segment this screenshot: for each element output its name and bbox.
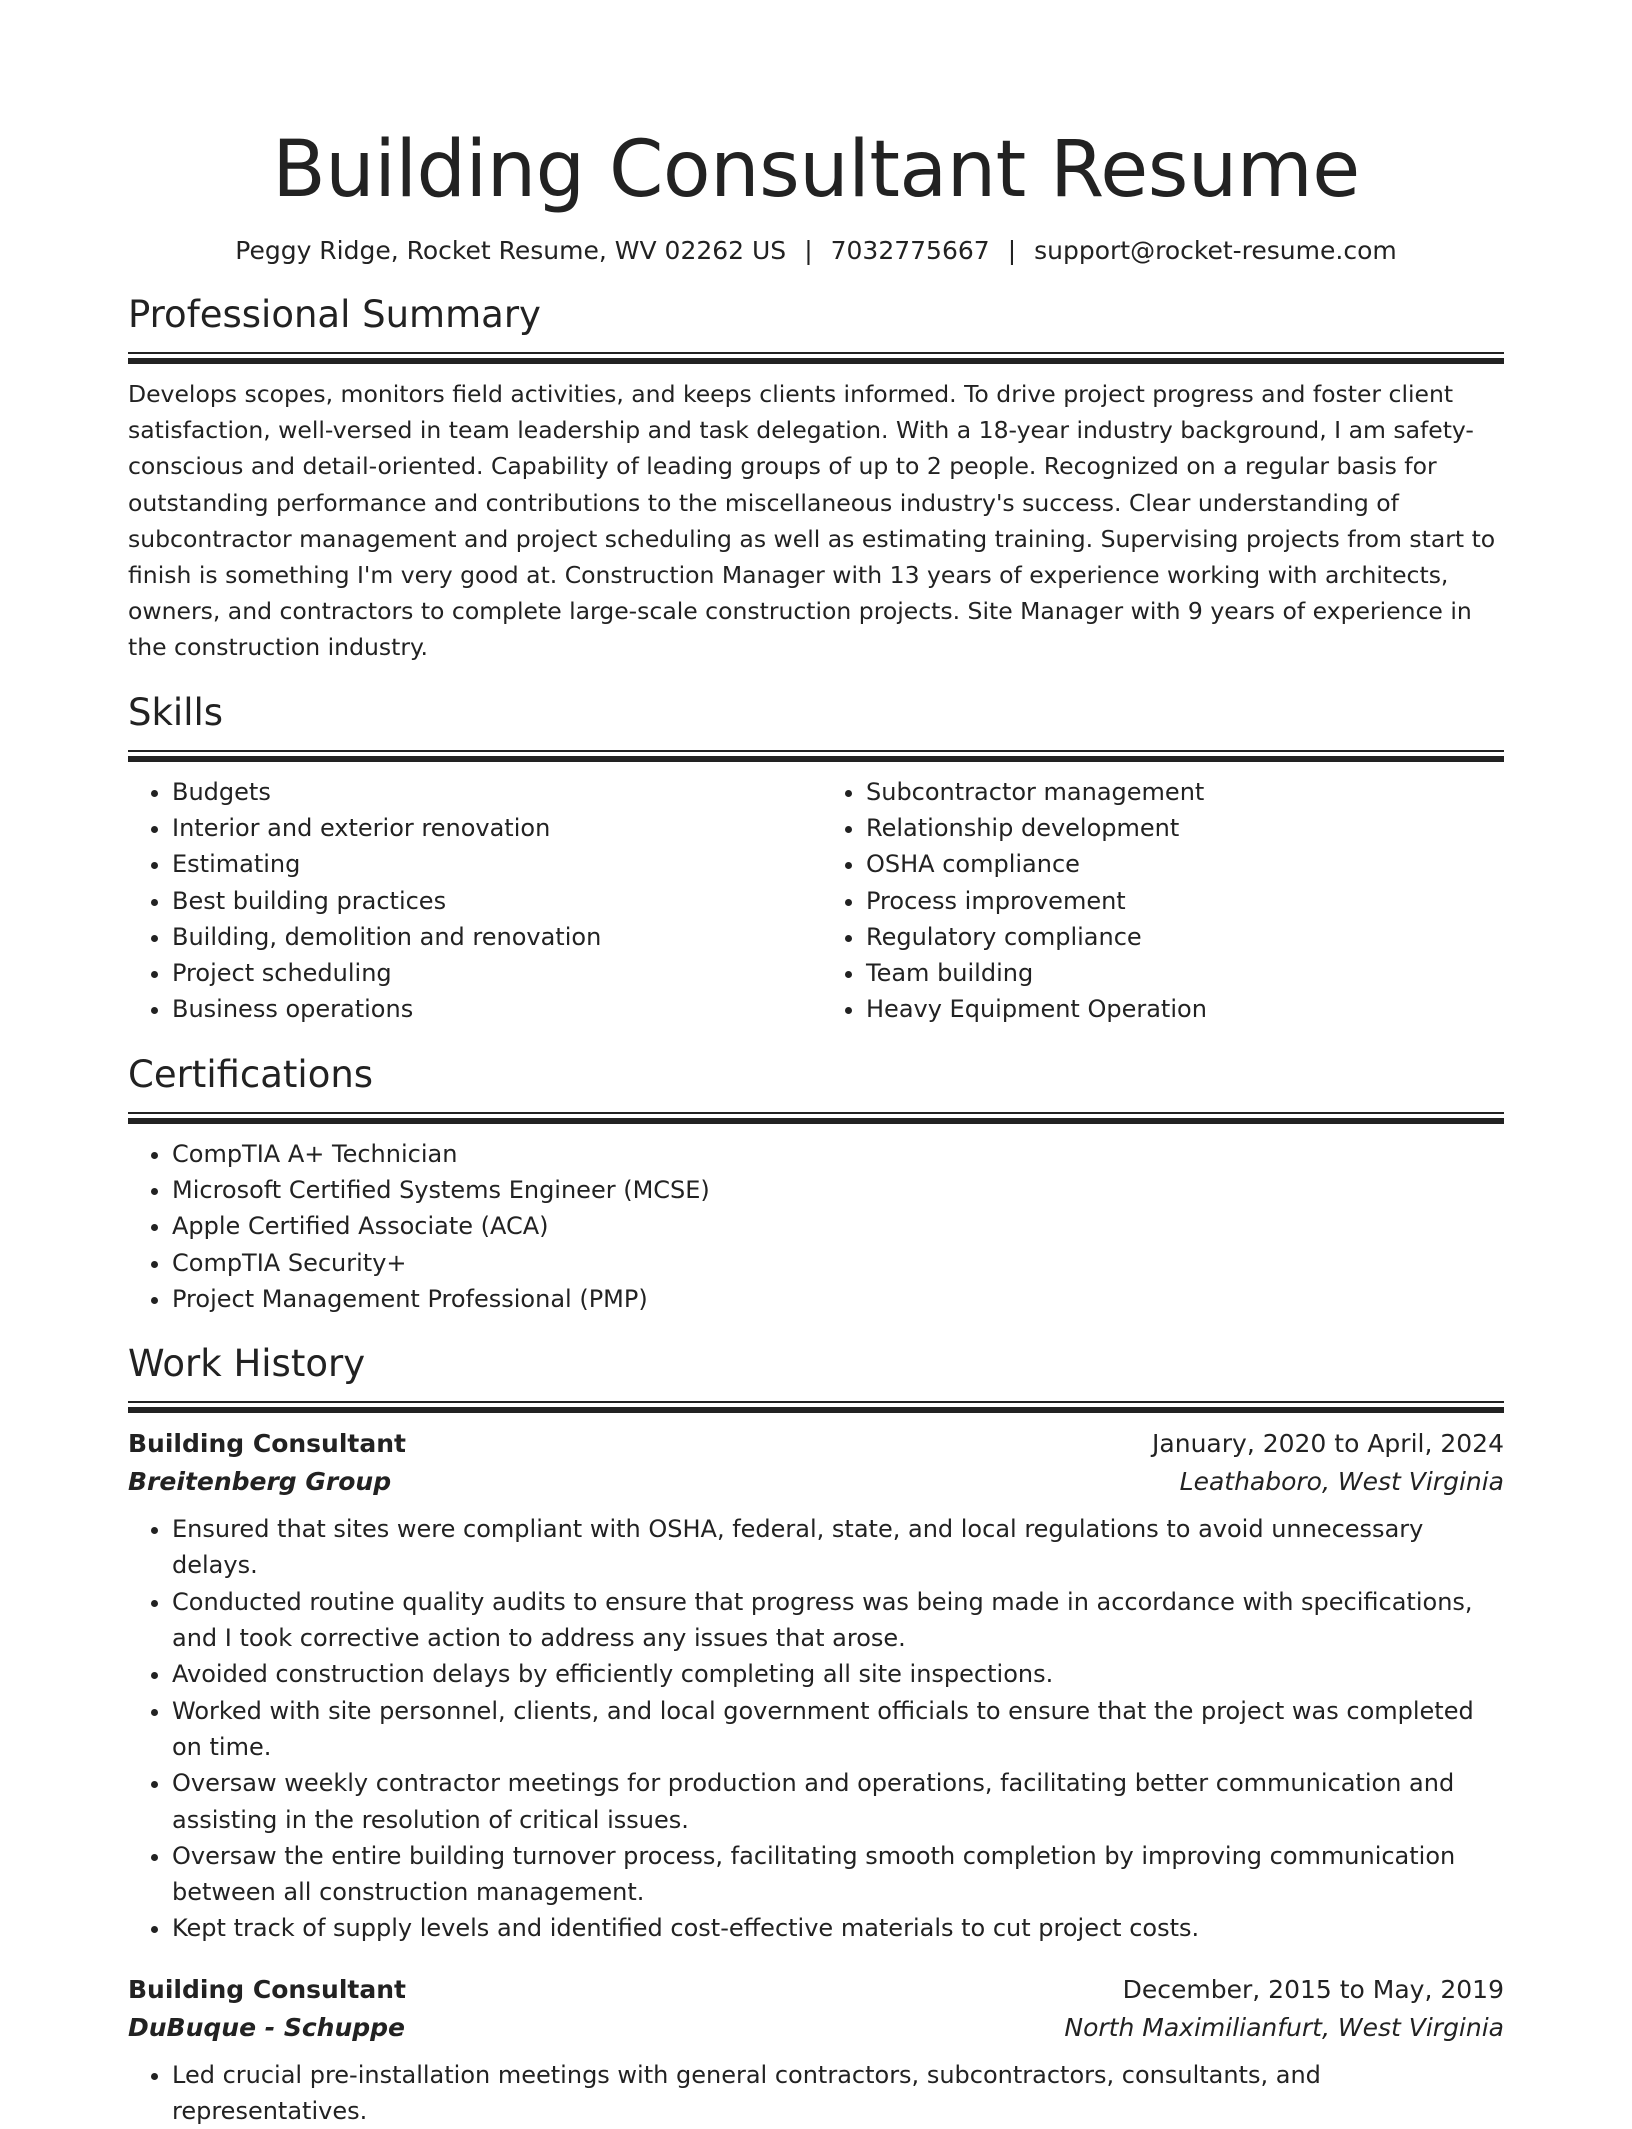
summary-text: Develops scopes, monitors field activities, and keeps clients informed. To drive project progress and foster client satisfaction, well-versed in team leadership and task delegation. With a 18-year industry background, I am safety-conscious and detail-oriented. Capability of leading groups of up to 2 people. Recognized on a regular basis for outstanding performance and contributions to the miscellaneous industry's success. Clear understanding of subcontractor management and project scheduling as well as estimating training. Supervising projects from start to finish is something I'm very good at. Construction Manager with 13 years of experience working with architects, owners, and contractors to complete large-scale construction projects. Site Manager with 9 years of experience in the construction industry. [128, 380, 1496, 662]
job-company: Breitenberg Group [128, 1467, 392, 1497]
contact-email: support@rocket-resume.com [1034, 236, 1397, 265]
section-divider [128, 352, 1504, 364]
certification-item: • Apple Certified Associate (ACA) [172, 1208, 1504, 1244]
skills-columns [128, 774, 1504, 1028]
job-dates: December, 2015 to May, 2019 [1122, 1974, 1504, 2004]
skill-item: • Project scheduling [172, 955, 816, 991]
job-duty-item: • Led crucial pre-installation meetings with general contractors, subcontractors, consultants, and representatives. [172, 2057, 1504, 2129]
skill-item: • Business operations [172, 991, 816, 1027]
skill-item: • Best building practices [172, 883, 816, 919]
certification-item: • Microsoft Certified Systems Engineer (MCSE) [172, 1172, 1504, 1208]
skill-item: • Relationship development [866, 810, 1504, 846]
section-divider [128, 1112, 1504, 1124]
job-company: DuBuque - Schuppe [128, 2012, 406, 2042]
skill-item: • OSHA compliance [866, 846, 1504, 882]
job-entry [128, 1971, 1504, 2129]
job-subheader-row [128, 1463, 1504, 1501]
skills-list-left [128, 774, 816, 1028]
contact-address: Peggy Ridge, Rocket Resume, WV 02262 US [235, 236, 787, 265]
skill-item: • Regulatory compliance [866, 919, 1504, 955]
job-duty-item: • Oversaw the entire building turnover process, facilitating smooth completion by improving communication between all construction management. [172, 1838, 1504, 1911]
job-duty-item: • Conducted routine quality audits to ensure that progress was being made in accordance with specifications, and I took corrective action to address any issues that arose. [172, 1584, 1504, 1657]
job-location: North Maximilianfurt, West Virginia [1064, 2012, 1504, 2042]
certifications-section [128, 1052, 1504, 1317]
job-header-row [128, 1971, 1504, 2009]
job-duty-item: • Kept track of supply levels and identified cost-effective materials to cut project costs. [172, 1910, 1504, 1946]
skills-column-right [816, 774, 1504, 1028]
job-duties-list [128, 2057, 1504, 2129]
certification-item: • CompTIA Security+ [172, 1245, 1504, 1281]
skill-item: • Heavy Equipment Operation [866, 991, 1504, 1027]
skill-item: • Team building [866, 955, 1504, 991]
skill-item: • Subcontractor management [866, 774, 1504, 810]
job-entry [128, 1425, 1504, 1947]
summary-heading: Professional Summary [128, 293, 541, 336]
certification-item: • CompTIA A+ Technician [172, 1136, 1504, 1172]
job-subheader-row [128, 2009, 1504, 2047]
job-dates: January, 2020 to April, 2024 [1152, 1429, 1504, 1459]
work-history-heading: Work History [128, 1342, 366, 1386]
certifications-list [128, 1136, 1504, 1317]
certification-item: • Project Management Professional (PMP) [172, 1281, 1504, 1317]
job-location: Leathaboro, West Virginia [1179, 1467, 1504, 1497]
contact-line [128, 234, 1504, 268]
section-divider [128, 750, 1504, 762]
skills-section [128, 690, 1504, 1028]
job-title: Building Consultant [128, 1974, 406, 2004]
skills-heading: Skills [128, 690, 224, 734]
work-history-section [128, 1341, 1504, 2129]
resume-title: Building Consultant Resume [272, 125, 1360, 215]
skill-item: • Budgets [172, 774, 816, 810]
contact-phone: 7032775667 [830, 236, 990, 265]
job-header-row [128, 1425, 1504, 1463]
skills-list-right [816, 774, 1504, 1028]
job-duty-item: • Oversaw weekly contractor meetings for production and operations, facilitating better communication and assisting in the resolution of critical issues. [172, 1765, 1504, 1838]
summary-section [128, 292, 1504, 666]
skill-item: • Building, demolition and renovation [172, 919, 816, 955]
skill-item: • Process improvement [866, 883, 1504, 919]
skills-column-left [128, 774, 816, 1028]
job-duty-item: • Ensured that sites were compliant with OSHA, federal, state, and local regulations to avoid unnecessary delays. [172, 1511, 1504, 1584]
job-title: Building Consultant [128, 1429, 406, 1459]
certifications-heading: Certifications [128, 1052, 374, 1096]
job-duty-item: • Avoided construction delays by efficiently completing all site inspections. [172, 1656, 1504, 1692]
skill-item: • Interior and exterior renovation [172, 810, 816, 846]
contact-separator: | [1007, 236, 1017, 265]
section-divider [128, 1401, 1504, 1413]
skill-item: • Estimating [172, 846, 816, 882]
contact-separator: | [804, 236, 813, 265]
job-duty-item: • Worked with site personnel, clients, and local government officials to ensure that the project was completed on time. [172, 1693, 1504, 1766]
job-duties-list [128, 1511, 1504, 1947]
